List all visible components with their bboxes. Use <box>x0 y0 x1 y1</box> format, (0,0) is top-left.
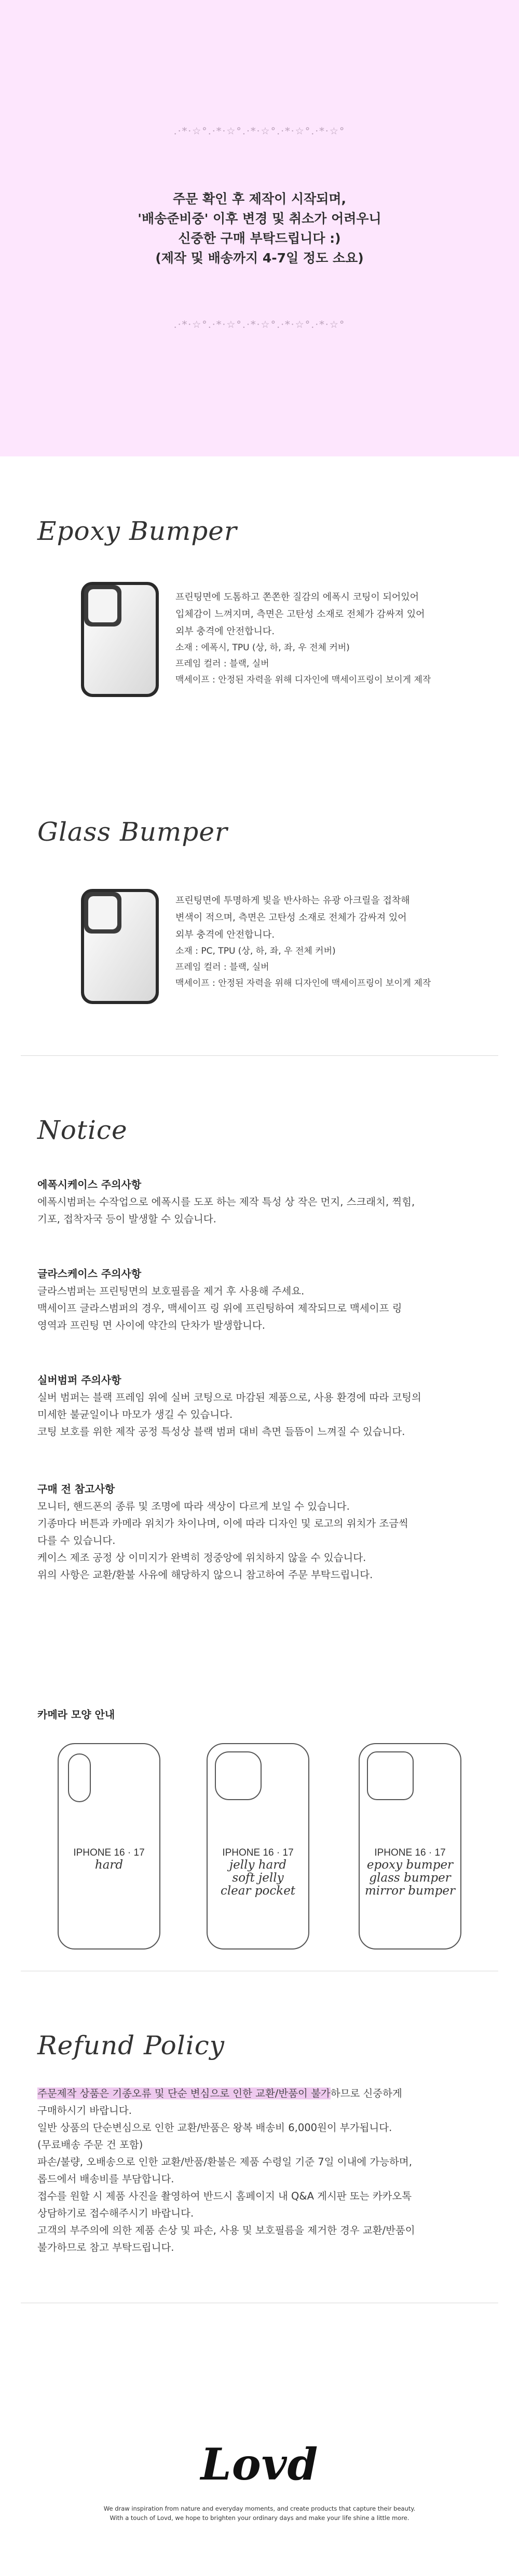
case-type: clear pocket <box>220 1884 296 1898</box>
notice-section-silver <box>37 1372 494 1440</box>
notice-heading: 글라스케이스 주의사항 <box>37 1268 142 1280</box>
notice-line: 맥세이프 글라스범퍼의 경우, 맥세이프 링 위에 프린팅하여 제작되므로 맥세이프 링 <box>37 1302 402 1314</box>
glass-spec: 프레임 컬러 : 블랙, 실버 <box>175 962 269 972</box>
epoxy-bumper-image <box>78 580 161 699</box>
brand-logo: Lovd <box>200 2439 319 2490</box>
epoxy-desc-line: 외부 충격에 안전합니다. <box>175 626 275 637</box>
section-divider <box>21 1055 498 1056</box>
case-model: IPHONE 16 · 17 <box>73 1847 145 1858</box>
epoxy-bumper-details <box>175 589 508 688</box>
order-notice <box>0 189 519 268</box>
epoxy-spec: 소재 : 에폭시, TPU (상, 하, 좌, 우 전체 커버) <box>175 643 350 653</box>
refund-line <box>37 2085 494 2102</box>
notice-section-epoxy <box>37 1176 494 1228</box>
refund-line: (무료배송 주문 건 포함) <box>37 2139 143 2151</box>
sparkle-divider-bottom: .·*·☆°.·*·☆°.·*·☆°.·*·☆°.·*·☆° <box>173 319 346 330</box>
refund-line: 일반 상품의 단순변심으로 인한 교환/반품은 왕복 배송비 6,000원이 부가됩니다. <box>37 2122 392 2134</box>
case-type: epoxy bumper <box>366 1858 454 1872</box>
refund-line: 구매하시기 바랍니다. <box>37 2105 132 2117</box>
refund-line: 파손/불량, 오배송으로 인한 교환/반품/환불은 제품 수령일 기준 7일 이내에 가능하며, <box>37 2156 412 2168</box>
refund-line: 불가하므로 참고 부탁드립니다. <box>37 2241 174 2253</box>
case-model: IPHONE 16 · 17 <box>222 1847 294 1858</box>
order-notice-line: (제작 및 배송까지 4-7일 정도 소요) <box>155 250 364 266</box>
glass-bumper-details <box>175 892 508 992</box>
refund-line: 롭드에서 배송비를 부담합니다. <box>37 2173 174 2185</box>
notice-line: 모니터, 핸드폰의 종류 및 조명에 따라 색상이 다르게 보일 수 있습니다. <box>37 1500 350 1512</box>
case-type: mirror bumper <box>365 1884 455 1898</box>
brand-tagline <box>0 2504 519 2523</box>
notice-line: 케이스 제조 공정 상 이미지가 완벽히 정중앙에 위치하지 않을 수 있습니다. <box>37 1552 366 1564</box>
notice-line: 다를 수 있습니다. <box>37 1535 116 1547</box>
refund-policy-body <box>37 2085 494 2256</box>
case-label-jelly <box>206 1847 310 1898</box>
refund-line: 접수를 원할 시 제품 사진을 촬영하여 반드시 홈페이지 내 Q&A 게시판 또는 카카오톡 <box>37 2190 412 2202</box>
camera-shape-title: 카메라 모양 안내 <box>37 1708 115 1721</box>
notice-line: 기종마다 버튼과 카메라 위치가 차이나며, 이에 따라 디자인 및 로고의 위치가 조금씩 <box>37 1517 408 1529</box>
notice-heading: 에폭시케이스 주의사항 <box>37 1178 142 1191</box>
sparkle-divider-top: .·*·☆°.·*·☆°.·*·☆°.·*·☆°.·*·☆° <box>173 126 346 137</box>
refund-highlight-rest: 하므로 신중하게 <box>330 2087 402 2099</box>
glass-spec: 맥세이프 : 안정된 자력을 위해 디자인에 맥세이프링이 보이게 제작 <box>175 978 431 988</box>
case-model: IPHONE 16 · 17 <box>374 1847 446 1858</box>
glass-desc-line: 외부 충격에 안전합니다. <box>175 929 275 940</box>
notice-title: Notice <box>37 1115 128 1145</box>
refund-highlight: 주문제작 상품은 기종오류 및 단순 변심으로 인한 교환/반품이 불가 <box>37 2087 331 2099</box>
glass-spec: 소재 : PC, TPU (상, 하, 좌, 우 전체 커버) <box>175 946 336 956</box>
case-outline-hard <box>57 1743 161 1950</box>
case-type: jelly hard <box>229 1858 286 1872</box>
notice-line: 코팅 보호를 위한 제작 공정 특성상 블랙 범퍼 대비 측면 들뜸이 느껴질 수 있습니다. <box>37 1426 405 1438</box>
epoxy-spec: 프레임 컬러 : 블랙, 실버 <box>175 659 269 669</box>
tagline-line: We draw inspiration from nature and everyday moments, and create products that capture their beauty. <box>103 2505 416 2512</box>
notice-section-glass <box>37 1265 494 1334</box>
case-outline-bumper <box>358 1743 462 1950</box>
notice-line: 기포, 접착자국 등이 발생할 수 있습니다. <box>37 1213 216 1225</box>
notice-line: 글라스범퍼는 프린팅면의 보호필름을 제거 후 사용해 주세요. <box>37 1285 305 1297</box>
notice-line: 실버 범퍼는 블랙 프레임 위에 실버 코팅으로 마감된 제품으로, 사용 환경에 따라 코팅의 <box>37 1391 421 1403</box>
refund-policy-title: Refund Policy <box>37 2030 225 2060</box>
notice-section-purchase <box>37 1481 494 1583</box>
case-label-hard <box>57 1847 161 1872</box>
notice-line: 영역과 프린팅 면 사이에 약간의 단차가 발생합니다. <box>37 1319 265 1331</box>
refund-line: 고객의 부주의에 의한 제품 손상 및 파손, 사용 및 보호필름을 제거한 경우 교환/반품이 <box>37 2224 415 2236</box>
epoxy-bumper-title: Epoxy Bumper <box>37 516 237 546</box>
epoxy-desc-line: 프린팅면에 도톰하고 쫀쫀한 질감의 에폭시 코팅이 되어있어 <box>175 592 419 603</box>
notice-heading: 실버범퍼 주의사항 <box>37 1374 121 1386</box>
order-notice-line: 신중한 구매 부탁드립니다 :) <box>178 231 341 246</box>
glass-desc-line: 프린팅면에 투명하게 빛을 반사하는 유광 아크릴을 접착해 <box>175 895 410 906</box>
epoxy-desc-line: 입체감이 느껴지며, 측면은 고탄성 소재로 전체가 감싸져 있어 <box>175 609 425 620</box>
notice-heading: 구매 전 참고사항 <box>37 1483 115 1495</box>
notice-line: 위의 사항은 교환/환불 사유에 해당하지 않으니 참고하여 주문 부탁드립니다. <box>37 1569 373 1581</box>
case-type: glass bumper <box>369 1871 451 1885</box>
tagline-line: With a touch of Lovd, we hope to brighten your ordinary days and make your life shine a little more. <box>110 2514 409 2522</box>
case-type: soft jelly <box>232 1871 284 1885</box>
glass-bumper-image <box>78 887 161 1006</box>
order-notice-line: '배송준비중' 이후 변경 및 취소가 어려우니 <box>138 211 381 226</box>
glass-bumper-title: Glass Bumper <box>37 817 228 847</box>
glass-desc-line: 변색이 적으며, 측면은 고탄성 소재로 전체가 감싸져 있어 <box>175 912 407 923</box>
epoxy-spec: 맥세이프 : 안정된 자력을 위해 디자인에 맥세이프링이 보이게 제작 <box>175 675 431 685</box>
case-label-bumper <box>358 1847 462 1898</box>
case-type: hard <box>94 1858 124 1872</box>
notice-line: 에폭시범퍼는 수작업으로 에폭시를 도포 하는 제작 특성 상 작은 먼지, 스크래치, 찍힘, <box>37 1196 415 1208</box>
refund-line: 상담하기로 접수해주시기 바랍니다. <box>37 2207 194 2219</box>
notice-line: 미세한 불균일이나 마모가 생길 수 있습니다. <box>37 1409 233 1421</box>
order-notice-line: 주문 확인 후 제작이 시작되며, <box>172 191 347 206</box>
case-outline-jelly <box>206 1743 310 1950</box>
